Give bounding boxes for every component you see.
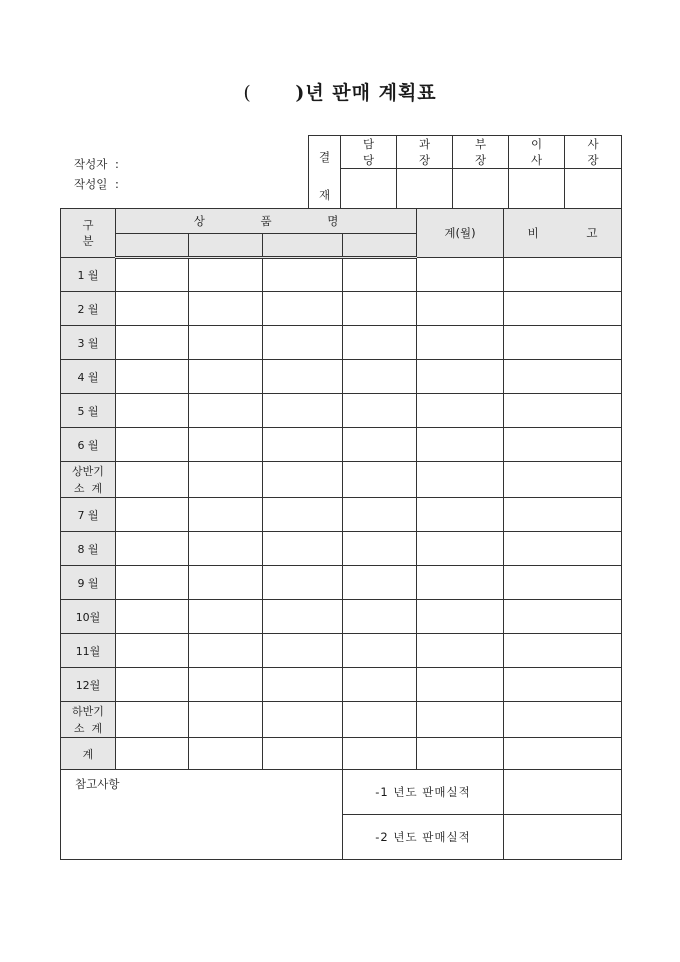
data-cell[interactable]: [343, 258, 417, 292]
date-label: 작성일: [74, 177, 108, 191]
row-label: 계: [61, 738, 116, 770]
data-cell[interactable]: [263, 668, 343, 702]
data-cell[interactable]: [263, 292, 343, 326]
row-label: 5 월: [61, 394, 116, 428]
product-name-input[interactable]: [116, 234, 189, 258]
data-cell[interactable]: [343, 292, 417, 326]
row-label: 9 월: [61, 566, 116, 600]
approval-box: [308, 135, 622, 217]
data-cell[interactable]: [504, 292, 622, 326]
data-cell[interactable]: [263, 394, 343, 428]
data-cell[interactable]: [417, 326, 504, 360]
row-label: 12월: [61, 668, 116, 702]
author-label: 작성자: [74, 157, 108, 171]
data-cell[interactable]: [417, 292, 504, 326]
table-row: [61, 258, 622, 292]
data-cell[interactable]: [116, 668, 189, 702]
product-name-input[interactable]: [189, 234, 263, 258]
table-row: [61, 498, 622, 532]
data-cell[interactable]: [343, 532, 417, 566]
data-cell[interactable]: [116, 462, 189, 498]
approval-role: 담 당: [341, 136, 397, 169]
row-label: 11월: [61, 634, 116, 668]
data-cell[interactable]: [116, 258, 189, 292]
table-row: [61, 668, 622, 702]
prev1-year-label: -1 년도 판매실적: [343, 770, 504, 815]
table-row: [61, 738, 622, 770]
data-cell[interactable]: [343, 600, 417, 634]
data-cell[interactable]: [504, 566, 622, 600]
product-name-input[interactable]: [263, 234, 343, 258]
approval-label: [309, 136, 341, 217]
row-label: [61, 462, 116, 498]
data-cell[interactable]: [116, 428, 189, 462]
data-cell[interactable]: [417, 394, 504, 428]
prev1-year-value[interactable]: [504, 770, 622, 815]
data-cell[interactable]: [343, 360, 417, 394]
prev2-year-value[interactable]: [504, 815, 622, 860]
author-line: [74, 156, 119, 172]
row-label: 7 월: [61, 498, 116, 532]
prev2-year-label: -2 년도 판매실적: [343, 815, 504, 860]
data-cell[interactable]: [189, 668, 263, 702]
approval-role: 이 사: [509, 136, 565, 169]
data-cell[interactable]: [263, 462, 343, 498]
data-cell[interactable]: [116, 498, 189, 532]
data-cell[interactable]: [417, 634, 504, 668]
row-label: 10월: [61, 600, 116, 634]
data-cell[interactable]: [504, 360, 622, 394]
data-cell[interactable]: [263, 738, 343, 770]
row-label: 6 월: [61, 428, 116, 462]
data-cell[interactable]: [263, 360, 343, 394]
data-cell[interactable]: [263, 702, 343, 738]
row-label: 4 월: [61, 360, 116, 394]
row-label: 2 월: [61, 292, 116, 326]
row-label-line1: 상반기: [72, 464, 104, 478]
data-cell[interactable]: [116, 702, 189, 738]
table-row: [61, 394, 622, 428]
table-row: [61, 292, 622, 326]
data-cell[interactable]: [343, 428, 417, 462]
data-cell[interactable]: [417, 566, 504, 600]
header-product-name: 상 품 명: [116, 209, 417, 234]
data-cell[interactable]: [116, 292, 189, 326]
data-cell[interactable]: [417, 668, 504, 702]
table-row: [61, 566, 622, 600]
data-cell[interactable]: [417, 258, 504, 292]
data-cell[interactable]: [189, 326, 263, 360]
title-open-paren: (: [243, 82, 252, 104]
table-row: [61, 326, 622, 360]
date-colon: :: [114, 177, 119, 191]
data-cell[interactable]: [189, 394, 263, 428]
data-cell[interactable]: [189, 292, 263, 326]
data-cell[interactable]: [417, 360, 504, 394]
data-cell[interactable]: [504, 498, 622, 532]
data-cell[interactable]: [189, 462, 263, 498]
header-category: 구 분: [61, 209, 116, 258]
title-close-paren: ): [295, 82, 306, 104]
data-cell[interactable]: [343, 566, 417, 600]
header-remarks: 비 고: [504, 209, 622, 258]
table-row: [61, 532, 622, 566]
data-cell[interactable]: [263, 428, 343, 462]
row-label: [61, 702, 116, 738]
data-cell[interactable]: [116, 600, 189, 634]
data-cell[interactable]: [343, 668, 417, 702]
data-cell[interactable]: [504, 532, 622, 566]
date-line: [74, 176, 119, 192]
author-colon: :: [114, 157, 119, 171]
row-label: 3 월: [61, 326, 116, 360]
data-cell[interactable]: [343, 462, 417, 498]
data-cell[interactable]: [189, 600, 263, 634]
data-cell[interactable]: [417, 428, 504, 462]
data-cell[interactable]: [189, 428, 263, 462]
data-cell[interactable]: [343, 738, 417, 770]
table-row: [61, 600, 622, 634]
data-cell[interactable]: [417, 738, 504, 770]
table-row: [61, 634, 622, 668]
data-cell[interactable]: [504, 258, 622, 292]
table-row: [61, 702, 622, 738]
data-cell[interactable]: [263, 566, 343, 600]
data-cell[interactable]: [504, 668, 622, 702]
row-label: 1 월: [61, 258, 116, 292]
page-title: [0, 78, 680, 105]
data-cell[interactable]: [116, 360, 189, 394]
header-total-month: 계(월): [417, 209, 504, 258]
data-cell[interactable]: [116, 394, 189, 428]
table-row: [61, 462, 622, 498]
data-cell[interactable]: [504, 394, 622, 428]
row-label-line2: 소 계: [73, 721, 103, 735]
notes-label: 참고사항: [75, 777, 120, 791]
data-cell[interactable]: [504, 634, 622, 668]
data-cell[interactable]: [189, 566, 263, 600]
notes-area[interactable]: [61, 770, 343, 860]
data-cell[interactable]: [189, 532, 263, 566]
approval-label-bottom: 재: [318, 188, 331, 202]
data-cell[interactable]: [343, 498, 417, 532]
approval-label-top: 결: [318, 150, 331, 164]
data-cell[interactable]: [343, 702, 417, 738]
data-cell[interactable]: [343, 634, 417, 668]
sales-plan-table: [60, 208, 622, 860]
data-cell[interactable]: [417, 462, 504, 498]
data-cell[interactable]: [189, 702, 263, 738]
data-cell[interactable]: [189, 498, 263, 532]
data-cell[interactable]: [263, 258, 343, 292]
table-row: [61, 360, 622, 394]
data-cell[interactable]: [263, 532, 343, 566]
data-cell[interactable]: [116, 326, 189, 360]
data-cell[interactable]: [263, 600, 343, 634]
data-cell[interactable]: [116, 738, 189, 770]
data-cell[interactable]: [189, 360, 263, 394]
data-cell[interactable]: [189, 738, 263, 770]
table-row: [61, 428, 622, 462]
row-label-line1: 하반기: [72, 704, 104, 718]
data-cell[interactable]: [189, 258, 263, 292]
row-label-line2: 소 계: [73, 481, 103, 495]
data-cell[interactable]: [343, 394, 417, 428]
data-cell[interactable]: [417, 600, 504, 634]
data-cell[interactable]: [504, 326, 622, 360]
title-text: 년 판매 계획표: [305, 82, 437, 104]
data-cell[interactable]: [116, 532, 189, 566]
data-cell[interactable]: [504, 462, 622, 498]
data-cell[interactable]: [417, 702, 504, 738]
approval-role: 사 장: [565, 136, 622, 169]
data-cell[interactable]: [263, 634, 343, 668]
data-cell[interactable]: [263, 326, 343, 360]
data-cell[interactable]: [343, 326, 417, 360]
data-cell[interactable]: [504, 428, 622, 462]
approval-role: 과 장: [397, 136, 453, 169]
row-label: 8 월: [61, 532, 116, 566]
data-cell[interactable]: [116, 566, 189, 600]
approval-role: 부 장: [453, 136, 509, 169]
data-cell[interactable]: [504, 702, 622, 738]
data-cell[interactable]: [189, 634, 263, 668]
product-name-input[interactable]: [343, 234, 417, 258]
data-cell[interactable]: [417, 498, 504, 532]
data-cell[interactable]: [504, 738, 622, 770]
data-cell[interactable]: [116, 634, 189, 668]
data-cell[interactable]: [504, 600, 622, 634]
data-cell[interactable]: [417, 532, 504, 566]
data-cell[interactable]: [263, 498, 343, 532]
